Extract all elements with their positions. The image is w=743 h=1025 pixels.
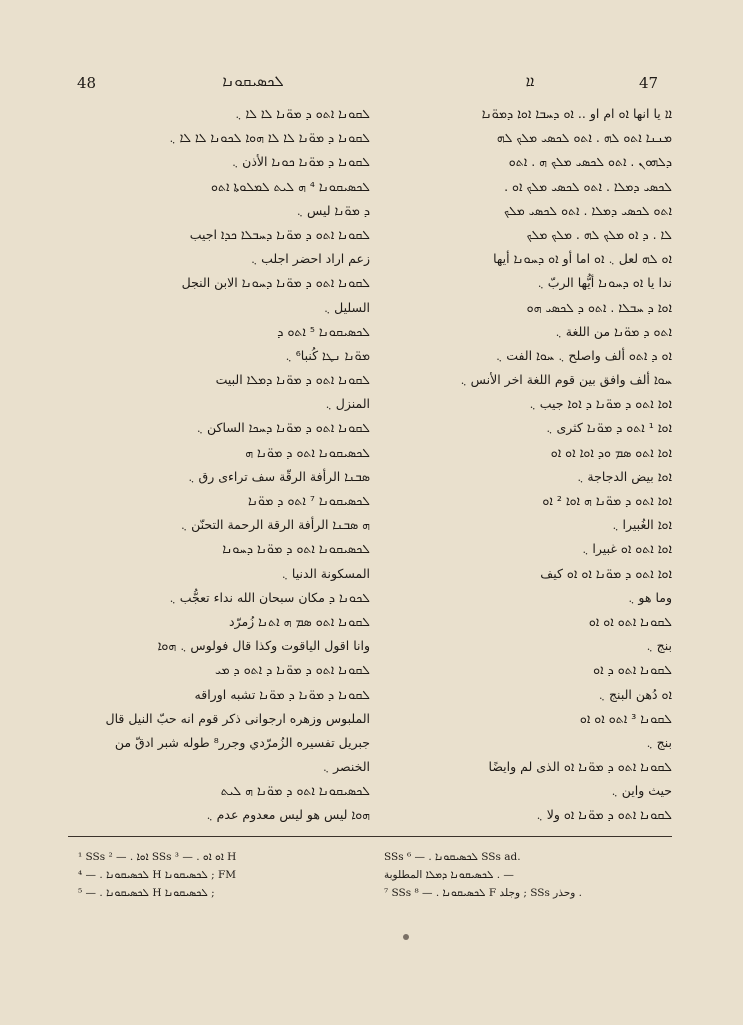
right-page-number: 47 <box>639 74 659 92</box>
footnote-line: SSs ܠܟܣܝܩܘܢܐ . — ⁶ SSs ad. <box>384 851 521 863</box>
footnote-line: ܠܟܣܝܩܘܢܐ . — ⁴ H ܠܟܣܝܩܘܢܐ ; FM <box>78 869 237 881</box>
text-line: ܐܬܘ ܕ ܡܘ̈ܢܐ من اللغة ܆ <box>555 323 672 339</box>
text-line: بنج ܆ <box>646 638 672 654</box>
text-line: ܠܩܘܢܐ ܐܬܘ ܕ ܡܘ̈ܢܐ ܐܘ الذى لم وايضًا <box>488 759 672 775</box>
text-line: المنزل ܆ <box>325 396 370 412</box>
text-line: ܐܘܐ بيض الدجاجة ܆ <box>577 468 672 484</box>
text-line: جبريل تفسيره الزُمرّدي وجرر⁸ طوله شبر ادقّ من <box>114 734 370 750</box>
text-line: ܠܟܣܝܩܘܢܐ ⁷ ܐܬܘ ܕ ܡܘ̈ܢܐ <box>247 493 370 508</box>
text-line: المسكونة الدنيا ܆ <box>281 565 370 581</box>
footnote-separator <box>68 836 672 837</box>
text-line: ܐܬܘ ܠܟܣܝ ܕܡܠܐ . ܐܬܘ ܠܟܣܝ ܡܠܟ <box>504 202 672 218</box>
text-line: حيث واين ܆ <box>611 783 672 799</box>
right-running-head: ܐܐ <box>525 72 535 90</box>
footnote-line: ܠܟܣܝܩܘܢܐ . — ⁵ H ܠܟܣܝܩܘܢܐ ; <box>78 887 215 899</box>
text-line: ܠܟܣܝܩܘܢܐ ܐܬܘ ܕ ܡܘ̈ܢܐ ܗ <box>245 444 370 460</box>
text-line: ܕܠܗܘܢ . ܐܬܘ ܠܟܣܝ ܡܠܟ ܗ . ܐܬܘ <box>508 154 672 170</box>
left-running-head: ܠܟܣܝܩܘܢܐ <box>222 72 284 90</box>
text-line: ܠܩܘܢܐ ܕ ܡܘ̈ܢܐ ܟܘܢܐ الأذن ܆ <box>231 154 370 170</box>
text-line: ܠܩܘܢܐ ܕ ܡܘ̈ܢܐ ܕ ܡܘ̈ܢܐ تشبه اوراقه <box>194 686 370 702</box>
text-line: السليل ܆ <box>323 299 370 315</box>
footnote-line: ⁷ SSs ܠܟܣܝܩܘܢܐ . — ⁸ F وجلد ; SSs وحذر . <box>384 887 583 899</box>
text-line: ܐܘܐ ܐܬܘ ܕ ܡܘ̈ܢܐ ܗ ܐܘܐ ² ܐܘ <box>542 493 672 508</box>
footnote-line: ܠܟܣܝܩܘܢܐ ܕܡܠܐ المطلوبة . — <box>384 869 514 881</box>
text-line: ܗܘܐ ليس هو ليس معدوم عدم ܆ <box>206 807 370 823</box>
text-line: ܐܘܐ ܐܬܘ ܕ ܡܘ̈ܢܐ ܕ ܐܘܐ جيب ܆ <box>529 396 672 412</box>
text-line: الملبوس وزهره ارجوانى ذكر قوم انه حبّ النيل قال <box>105 710 370 726</box>
text-line: ܠܟܣܝܩܘܢܐ ⁵ ܐܬܘ ܕ <box>277 323 370 339</box>
text-line: ܠܩܘܢܐ ܐܬܘ ܕ ܡܘ̈ܢܐ ܐܘ ولا ܆ <box>536 807 672 823</box>
text-line: ܐܘܐ ¹ ܐܬܘ ܕ ܡܘ̈ܢܐ كثرى ܆ <box>546 420 672 436</box>
text-line: وما هو ܆ <box>628 589 672 605</box>
text-line: ܠܩܘܢܐ ܕ ܡܘ̈ܢܐ ܠܐ ܠܐ ܗܘܐ ܠܟܘܢܐ ܠܐ ܠܐ ܆ <box>169 130 370 146</box>
paper-speck <box>403 934 409 940</box>
text-line: بنج ܆ <box>646 734 672 750</box>
text-line: ܠܩܘܢܐ ܐܬܘ ܕ ܡܘ̈ܢܐ ܕ ܐܬܘ ܕ ܡܝ <box>215 662 370 678</box>
text-line: ܠܩܘܢܐ ܐܬܘ ܕ ܡܘ̈ܢܐ ܕܚܟܐ الساكن ܆ <box>196 420 370 436</box>
text-line: ܐܐ يا انها ܐܘ ام او .. ܐܘ ܕܚܒܐ ܐܘܐ ܕܡܘ̈ܢܐ <box>481 106 672 121</box>
text-line: زعم اراد احضر اجلب ܆ <box>250 251 370 267</box>
text-line: ܡܢܢܐ ܐܬܘ ܠܗ . ܐܬܘ ܠܟܣܝ ܡܠܟ ܠܗ <box>496 130 672 146</box>
text-line: ܚܘܐ ألف وافق بين قوم اللغة اخر الأنس ܆ <box>460 372 672 388</box>
text-line: ܠܩܘܢܐ ܐܬܘ ܕ ܡܘ̈ܢܐ ܕܚܘܢܐ الابن النجل <box>181 275 370 291</box>
text-line: ܠܩܘܢܐ ܐܬܘ ܕ ܐܘ <box>593 662 672 678</box>
text-line: ܠܟܣܝܩܘܢܐ ܐܬܘ ܕ ܡܘ̈ܢܐ ܗ ܠܝܬ <box>220 783 370 799</box>
text-line: ܠܩܘܢܐ ³ ܐܬܘ ܐܘ ܐܘ <box>579 710 672 726</box>
text-line: ܠܟܣܝ ܕܡܠܐ . ܐܬܘ ܠܟܣܝ ܡܠܟ ܐܘ . <box>504 178 672 194</box>
text-line: ܡܘ̈ܢܐ ܢܛܐ كُنبا⁶ ܆ <box>285 347 370 363</box>
left-page-number: 48 <box>77 74 97 92</box>
text-line: ܐܘ ܠܗ لعل ܆ ܐܘ اما أو ܐܘ ܕܚܘܢܐ أيها <box>493 251 672 267</box>
text-line: ܠܟܣܝܩܘܢܐ ܐܬܘ ܕ ܡܘ̈ܢܐ ܕܚܘܢܐ <box>222 541 370 557</box>
text-line: ܠܩܘܢܐ ܐܬܘ ܣܡ ܗ ܐܬܢܐ زُمرّد <box>229 613 370 629</box>
text-line: ܐܘܐ ܐܬܘ ܐܘ غبيرا ܆ <box>582 541 672 557</box>
text-line: ܐܘ ܕ ܐܬܘ ألف واصلح ܆ ܚܘܐ الفت ܆ <box>495 347 672 363</box>
text-line: ܗ ܣܒܢܐ الرأفة الرقة الرحمة التحنّن ܆ <box>180 517 370 533</box>
text-line: ܐܘܐ ܕ ܚܒܠܐ . ܐܬܘ ܕ ܠܟܣܝ ܗܘ <box>526 299 672 315</box>
text-line: ܕ ܡܘ̈ܢܐ ليس ܆ <box>296 202 370 218</box>
text-line: ܠܟܣܝܩܘܢܐ ⁴ ܗ ܠܝܬ ܠܡܠܘܬܐ ܐܬܘ <box>211 178 370 194</box>
text-line: ܠܩܘܢܐ ܐܬܘ ܕ ܡܘ̈ܢܐ ܕܡܠܐ البيت <box>215 372 370 388</box>
right-footnotes <box>384 848 674 902</box>
text-line: ܐܘܐ الغُبيرا ܆ <box>612 517 672 533</box>
text-line: ܣܒܢܐ الرأفة الرقّة سف تراءى رق ܆ <box>188 468 370 484</box>
left-footnotes <box>78 848 360 902</box>
text-line: ܠܩܘܢܐ ܐܬܘ ܕ ܡܘ̈ܢܐ ܕܚܒܠܐ ܟܕܐ اجيب <box>189 226 370 242</box>
footnote-line: ¹ SSs ܐܘܐ . — ² SSs ܐܘ ܐܘ . — ³ H <box>78 851 237 863</box>
text-line: ܠܟܘܢܐ ܕ مكان سبحان الله نداء تعجُّب ܆ <box>169 589 370 605</box>
text-line: وانا اقول الياقوت وكذا قال فولوس ܆ ܗܘܐ <box>157 638 370 654</box>
text-line: ܐܘܐ ܐܬܘ ܣܡ ܘܕ ܐܘܐ ܐܘ ܐܘ <box>550 444 672 460</box>
text-line: ܠܩܘܢܐ ܐܬܘ ܐܘ ܐܘ <box>588 613 672 629</box>
text-line: ܐܘܐ ܐܬܘ ܕ ܡܘ̈ܢܐ ܐܘ ܐܘ كيف <box>540 565 672 581</box>
text-line: الخنصر ܆ <box>322 759 370 775</box>
text-line: ܠܩܘܢܐ ܐܬܘ ܕ ܡܘ̈ܢܐ ܠܐ ܠܐ ܆ <box>235 106 370 121</box>
right-text-column <box>380 102 672 828</box>
text-line: ܐܘ دُهن البنج ܆ <box>598 686 672 702</box>
text-line: ܠܐ . ܕ ܐܘ ܡܠܟ ܠܗ . ܡܠܟ ܡܠܟ <box>526 226 672 242</box>
left-text-column <box>72 102 370 828</box>
text-line: ندا يا ܐܘ ܕܚܘܢܐ أيُّها الربّ ܆ <box>537 275 672 291</box>
